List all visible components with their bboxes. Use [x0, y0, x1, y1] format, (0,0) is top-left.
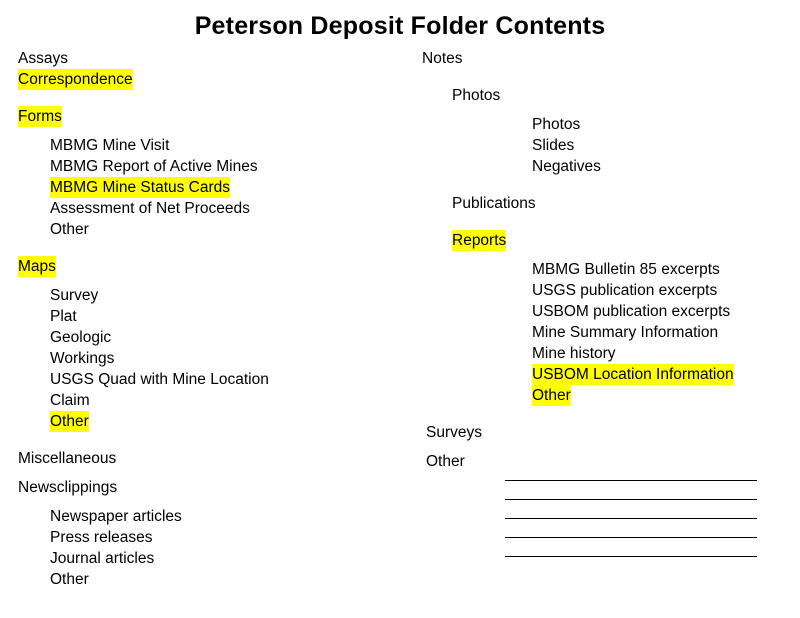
list-item	[50, 327, 428, 348]
spacer	[422, 406, 800, 422]
list-item	[532, 364, 800, 385]
list-item-label: Reports	[452, 232, 507, 249]
list-item-label: Journal articles	[50, 550, 155, 567]
list-item-label: Assessment of Net Proceeds	[50, 200, 250, 217]
list-item	[452, 85, 800, 106]
list-item-label: MBMG Mine Visit	[50, 137, 170, 154]
list-item	[50, 390, 428, 411]
list-item	[50, 527, 428, 548]
spacer	[422, 443, 800, 451]
list-item-label: Geologic	[50, 329, 112, 346]
list-item-label: Other	[532, 387, 571, 404]
blank-line[interactable]	[505, 538, 757, 557]
right-column	[422, 48, 800, 472]
spacer	[422, 106, 800, 114]
list-item	[532, 343, 800, 364]
list-item-label: Workings	[50, 350, 115, 367]
list-item-label: Photos	[532, 116, 581, 133]
list-item-label: Press releases	[50, 529, 153, 546]
list-item	[532, 385, 800, 406]
list-item-label: MBMG Bulletin 85 excerpts	[532, 261, 720, 278]
left-column	[18, 48, 428, 590]
list-item-label: Assays	[18, 50, 68, 67]
list-item	[18, 48, 428, 69]
spacer	[18, 498, 428, 506]
list-item	[18, 256, 428, 277]
list-item-label: Photos	[452, 87, 501, 104]
spacer	[18, 469, 428, 477]
spacer	[18, 277, 428, 285]
list-item	[50, 369, 428, 390]
list-item-label: USGS publication excerpts	[532, 282, 718, 299]
spacer	[422, 177, 800, 193]
list-item-label: USBOM publication excerpts	[532, 303, 731, 320]
list-item-label: Mine history	[532, 345, 616, 362]
spacer	[422, 214, 800, 230]
list-item-label: Forms	[18, 108, 62, 125]
list-item	[18, 106, 428, 127]
list-item	[18, 69, 428, 90]
list-item	[532, 301, 800, 322]
list-item	[50, 177, 428, 198]
list-item	[422, 48, 800, 69]
spacer	[422, 69, 800, 85]
list-item-label: USBOM Location Information	[532, 366, 734, 383]
list-item	[50, 285, 428, 306]
list-item-label: Mine Summary Information	[532, 324, 719, 341]
list-item-label: Slides	[532, 137, 575, 154]
list-item	[50, 348, 428, 369]
list-item	[18, 448, 428, 469]
blank-line[interactable]	[505, 481, 757, 500]
list-item-label: Newsclippings	[18, 479, 118, 496]
spacer	[18, 90, 428, 106]
list-item	[426, 422, 800, 443]
list-item-label: Maps	[18, 258, 56, 275]
list-item-label: Survey	[50, 287, 99, 304]
list-item	[532, 135, 800, 156]
spacer	[18, 432, 428, 448]
blank-write-in-lines	[505, 462, 757, 557]
list-item	[50, 506, 428, 527]
list-item-label: USGS Quad with Mine Location	[50, 371, 269, 388]
list-item-label: Other	[50, 221, 89, 238]
list-item	[50, 219, 428, 240]
list-item-label: Miscellaneous	[18, 450, 117, 467]
spacer	[18, 127, 428, 135]
list-item	[50, 569, 428, 590]
list-item-label: Other	[50, 571, 89, 588]
list-item	[532, 156, 800, 177]
list-item	[452, 193, 800, 214]
list-item	[532, 114, 800, 135]
list-item-label: Claim	[50, 392, 90, 409]
list-item-label: Other	[426, 453, 465, 470]
list-item	[50, 156, 428, 177]
list-item	[50, 306, 428, 327]
blank-line[interactable]	[505, 462, 757, 481]
list-item-label: Negatives	[532, 158, 601, 175]
list-item-label: Publications	[452, 195, 536, 212]
list-item	[50, 411, 428, 432]
list-item-label: Notes	[422, 50, 463, 67]
list-item-label: Other	[50, 413, 89, 430]
list-item	[50, 198, 428, 219]
list-item-label: Newspaper articles	[50, 508, 182, 525]
list-item	[532, 322, 800, 343]
blank-line[interactable]	[505, 519, 757, 538]
list-item	[50, 548, 428, 569]
page-title: Peterson Deposit Folder Contents	[194, 12, 606, 40]
list-item	[532, 280, 800, 301]
list-item	[18, 477, 428, 498]
spacer	[18, 240, 428, 256]
list-item-label: MBMG Report of Active Mines	[50, 158, 258, 175]
spacer	[422, 251, 800, 259]
list-item-label: Plat	[50, 308, 77, 325]
list-item	[532, 259, 800, 280]
list-item-label: Surveys	[426, 424, 482, 441]
list-item-label: Correspondence	[18, 71, 133, 88]
list-item-label: MBMG Mine Status Cards	[50, 179, 231, 196]
blank-line[interactable]	[505, 500, 757, 519]
list-item	[452, 230, 800, 251]
list-item	[50, 135, 428, 156]
